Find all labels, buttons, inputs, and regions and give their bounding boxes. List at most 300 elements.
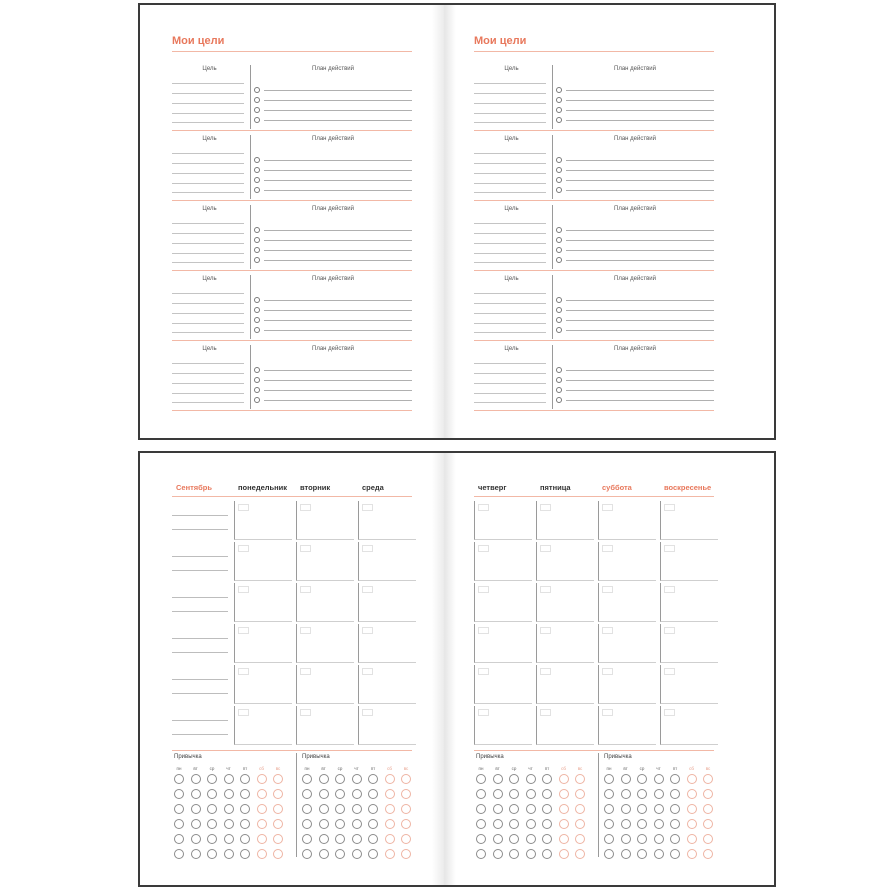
habit-circle-icon [703,804,713,814]
action-circle-icon [556,107,562,113]
action-circle-icon [556,187,562,193]
habit-circle-icon [687,804,697,814]
habit-circle-icon [240,819,250,829]
weekday-label: пн [176,766,182,771]
column-divider [552,345,553,409]
day-cell [358,665,416,704]
goal-line [474,163,546,164]
day-header: вторник [300,483,331,492]
habit-circle-icon [224,849,234,859]
habit-circle-icon [493,834,503,844]
date-box [478,586,489,593]
habit-circle-icon [302,789,312,799]
day-header: пятница [540,483,571,492]
goal-block [474,273,714,343]
day-cell [474,501,532,540]
note-line [172,556,228,557]
day-header: понедельник [238,483,288,492]
habit-circle-icon [385,849,395,859]
day-cell [234,501,292,540]
habit-circle-icon [637,819,647,829]
habit-circle-icon [604,789,614,799]
note-line [172,638,228,639]
habit-divider [598,753,599,857]
goal-block [474,343,714,413]
plan-header: План действий [312,66,354,72]
habit-circle-icon [224,819,234,829]
day-cell [296,501,354,540]
date-box [540,668,551,675]
habit-circle-icon [575,849,585,859]
habit-title: Привычка [604,754,632,760]
goal-line [172,262,244,263]
goal-line [172,93,244,94]
day-cell [234,542,292,581]
date-box [300,627,311,634]
weekday-label: чт [528,766,533,771]
goal-block [172,63,412,133]
habit-circle-icon [559,804,569,814]
day-cell [358,583,416,622]
goal-line [474,233,546,234]
habit-circle-icon [476,789,486,799]
habit-circle-icon [240,774,250,784]
title-rule [474,51,714,52]
habit-circle-icon [273,804,283,814]
block-separator [474,340,714,341]
action-circle-icon [556,117,562,123]
habit-circle-icon [476,849,486,859]
weekday-label: вс [577,766,583,771]
day-cell [598,665,656,704]
date-box [602,545,613,552]
goal-line [474,383,546,384]
action-line [264,330,412,331]
weekday-label: пн [606,766,612,771]
habit-circle-icon [559,834,569,844]
plan-header: План действий [614,136,656,142]
habit-circle-icon [191,774,201,784]
goal-block [474,133,714,203]
weekday-label: сб [387,766,392,771]
habit-circle-icon [385,804,395,814]
date-box [540,627,551,634]
habit-circle-icon [401,804,411,814]
date-box [300,668,311,675]
action-line [264,170,412,171]
habit-circle-icon [670,774,680,784]
habit-circle-icon [207,819,217,829]
day-cell [536,501,594,540]
goal-line [172,253,244,254]
habit-circle-icon [335,804,345,814]
column-divider [552,65,553,129]
habit-circle-icon [257,804,267,814]
goal-line [172,103,244,104]
date-box [664,545,675,552]
column-divider [250,345,251,409]
day-header: воскресенье [664,483,712,492]
action-line [566,320,714,321]
action-circle-icon [254,97,260,103]
habit-circle-icon [604,834,614,844]
plan-header: План действий [312,206,354,212]
goal-line [172,383,244,384]
habit-circle-icon [703,834,713,844]
date-box [300,586,311,593]
weekday-label: ср [337,766,343,771]
habit-circle-icon [687,834,697,844]
habit-circle-icon [385,819,395,829]
action-circle-icon [556,367,562,373]
goal-line [172,402,244,403]
habit-circle-icon [401,789,411,799]
goal-line [474,313,546,314]
habit-circle-icon [335,789,345,799]
date-box [478,545,489,552]
action-line [264,230,412,231]
habit-circle-icon [302,849,312,859]
habit-circle-icon [509,789,519,799]
goal-line [172,303,244,304]
habit-circle-icon [654,804,664,814]
habit-circle-icon [509,804,519,814]
goals-spread [138,3,776,440]
habit-circle-icon [368,804,378,814]
day-cell [536,542,594,581]
habit-rule [474,750,714,751]
action-line [566,190,714,191]
action-circle-icon [254,167,260,173]
date-box [540,545,551,552]
habit-circle-icon [302,819,312,829]
note-line [172,529,228,530]
action-line [264,380,412,381]
habit-circle-icon [335,774,345,784]
week-page-left [172,453,432,885]
action-line [264,250,412,251]
goal-header: Цель [504,276,519,282]
habit-circle-icon [174,849,184,859]
goal-line [474,83,546,84]
day-header: суббота [602,483,632,492]
action-circle-icon [254,367,260,373]
goal-line [172,363,244,364]
date-box [238,709,249,716]
goal-line [474,243,546,244]
block-separator [172,270,412,271]
block-separator [172,410,412,411]
action-circle-icon [556,257,562,263]
goal-line [474,153,546,154]
habit-circle-icon [335,849,345,859]
goal-line [474,253,546,254]
day-cell [474,542,532,581]
goal-line [474,103,546,104]
habit-circle-icon [401,774,411,784]
habit-circle-icon [526,789,536,799]
goal-line [474,402,546,403]
goal-header: Цель [504,206,519,212]
habit-circle-icon [319,774,329,784]
plan-header: План действий [614,206,656,212]
date-box [664,504,675,511]
habit-circle-icon [559,774,569,784]
date-box [602,504,613,511]
habit-circle-icon [319,789,329,799]
action-circle-icon [254,107,260,113]
block-separator [172,130,412,131]
weekday-label: пн [304,766,310,771]
action-line [566,90,714,91]
habit-circle-icon [542,789,552,799]
habit-circle-icon [687,789,697,799]
day-cell [234,706,292,745]
habit-circle-icon [670,819,680,829]
habit-circle-icon [302,804,312,814]
action-circle-icon [254,397,260,403]
date-box [664,709,675,716]
habit-circle-icon [368,834,378,844]
habit-circle-icon [621,834,631,844]
habit-circle-icon [352,834,362,844]
action-line [566,330,714,331]
habit-circle-icon [352,849,362,859]
weekday-label: вт [193,766,198,771]
block-separator [172,200,412,201]
day-cell [358,706,416,745]
date-box [362,709,373,716]
habit-circle-icon [174,789,184,799]
action-line [566,230,714,231]
weekday-label: вт [623,766,628,771]
header-rule [474,496,714,497]
goal-line [474,332,546,333]
goal-line [172,83,244,84]
habit-circle-icon [302,774,312,784]
action-line [264,300,412,301]
page-title: Мои цели [474,35,527,47]
habit-circle-icon [191,819,201,829]
action-line [264,190,412,191]
action-line [264,110,412,111]
action-circle-icon [556,177,562,183]
habit-circle-icon [559,849,569,859]
block-separator [474,200,714,201]
habit-circle-icon [240,804,250,814]
habit-circle-icon [509,819,519,829]
habit-divider [296,753,297,857]
day-cell [234,583,292,622]
weekday-label: сб [561,766,566,771]
day-cell [474,583,532,622]
habit-circle-icon [493,849,503,859]
weekday-label: чт [354,766,359,771]
note-line [172,611,228,612]
habit-circle-icon [273,834,283,844]
week-page-right [474,453,734,885]
goal-line [474,373,546,374]
habit-circle-icon [257,819,267,829]
goal-header: Цель [202,136,217,142]
weekday-label: ср [511,766,517,771]
note-line [172,734,228,735]
date-box [362,545,373,552]
weekday-label: вс [275,766,281,771]
habit-circle-icon [224,774,234,784]
day-cell [598,706,656,745]
goal-line [474,113,546,114]
action-line [264,180,412,181]
habit-circle-icon [191,849,201,859]
habit-circle-icon [559,789,569,799]
date-box [362,504,373,511]
habit-circle-icon [621,804,631,814]
weekday-label: ср [209,766,215,771]
habit-circle-icon [703,849,713,859]
action-circle-icon [556,397,562,403]
action-circle-icon [556,317,562,323]
date-box [238,545,249,552]
plan-header: План действий [312,346,354,352]
habit-circle-icon [207,834,217,844]
goal-block [474,63,714,133]
habit-circle-icon [637,834,647,844]
note-line [172,652,228,653]
note-line [172,570,228,571]
habit-circle-icon [687,819,697,829]
weekday-label: ср [639,766,645,771]
habit-circle-icon [542,819,552,829]
habit-circle-icon [174,804,184,814]
action-circle-icon [254,237,260,243]
habit-circle-icon [542,804,552,814]
goal-block [474,203,714,273]
habit-circle-icon [526,819,536,829]
goal-line [172,153,244,154]
action-line [566,310,714,311]
habit-circle-icon [319,819,329,829]
day-cell [660,542,718,581]
habit-circle-icon [604,804,614,814]
action-line [264,390,412,391]
habit-circle-icon [621,819,631,829]
action-line [566,260,714,261]
weekday-label: пт [672,766,678,771]
habit-circle-icon [352,819,362,829]
habit-circle-icon [476,774,486,784]
date-box [362,627,373,634]
day-cell [296,706,354,745]
habit-circle-icon [526,774,536,784]
habit-circle-icon [385,774,395,784]
goal-line [172,113,244,114]
action-line [264,400,412,401]
habit-circle-icon [257,849,267,859]
action-line [264,260,412,261]
weekday-label: вт [495,766,500,771]
habit-circle-icon [385,834,395,844]
day-cell [474,624,532,663]
day-header: среда [362,483,384,492]
habit-circle-icon [575,789,585,799]
habit-circle-icon [703,789,713,799]
plan-header: План действий [614,276,656,282]
goal-line [172,183,244,184]
column-divider [552,275,553,339]
day-cell [358,501,416,540]
action-circle-icon [556,157,562,163]
action-circle-icon [254,157,260,163]
action-circle-icon [254,87,260,93]
goal-block [172,343,412,413]
habit-circle-icon [273,774,283,784]
habit-circle-icon [493,804,503,814]
action-circle-icon [556,87,562,93]
title-rule [172,51,412,52]
day-header: четверг [478,483,507,492]
action-line [264,120,412,121]
habit-circle-icon [542,834,552,844]
habit-circle-icon [352,804,362,814]
goal-line [474,323,546,324]
habit-circle-icon [319,849,329,859]
habit-circle-icon [319,834,329,844]
day-cell [474,706,532,745]
day-cell [660,583,718,622]
action-circle-icon [556,377,562,383]
habit-circle-icon [670,789,680,799]
action-circle-icon [556,327,562,333]
day-cell [598,501,656,540]
habit-circle-icon [401,834,411,844]
day-cell [536,706,594,745]
habit-circle-icon [509,774,519,784]
goals-page-left [172,5,432,438]
weekday-label: сб [259,766,264,771]
action-line [566,370,714,371]
habit-circle-icon [273,789,283,799]
habit-circle-icon [476,804,486,814]
goal-line [474,393,546,394]
habit-circle-icon [401,849,411,859]
action-circle-icon [556,387,562,393]
habit-circle-icon [257,774,267,784]
note-line [172,693,228,694]
note-line [172,515,228,516]
habit-circle-icon [654,834,664,844]
action-circle-icon [556,237,562,243]
header-rule [172,496,412,497]
date-box [664,586,675,593]
day-cell [598,583,656,622]
goal-header: Цель [504,136,519,142]
goal-line [474,122,546,123]
habit-circle-icon [604,849,614,859]
goal-line [172,393,244,394]
weekday-label: вт [321,766,326,771]
date-box [238,627,249,634]
habit-circle-icon [352,774,362,784]
habit-circle-icon [621,849,631,859]
date-box [300,545,311,552]
habit-circle-icon [207,774,217,784]
action-circle-icon [556,97,562,103]
habit-circle-icon [575,774,585,784]
habit-circle-icon [621,789,631,799]
habit-title: Привычка [174,754,202,760]
goal-header: Цель [202,66,217,72]
